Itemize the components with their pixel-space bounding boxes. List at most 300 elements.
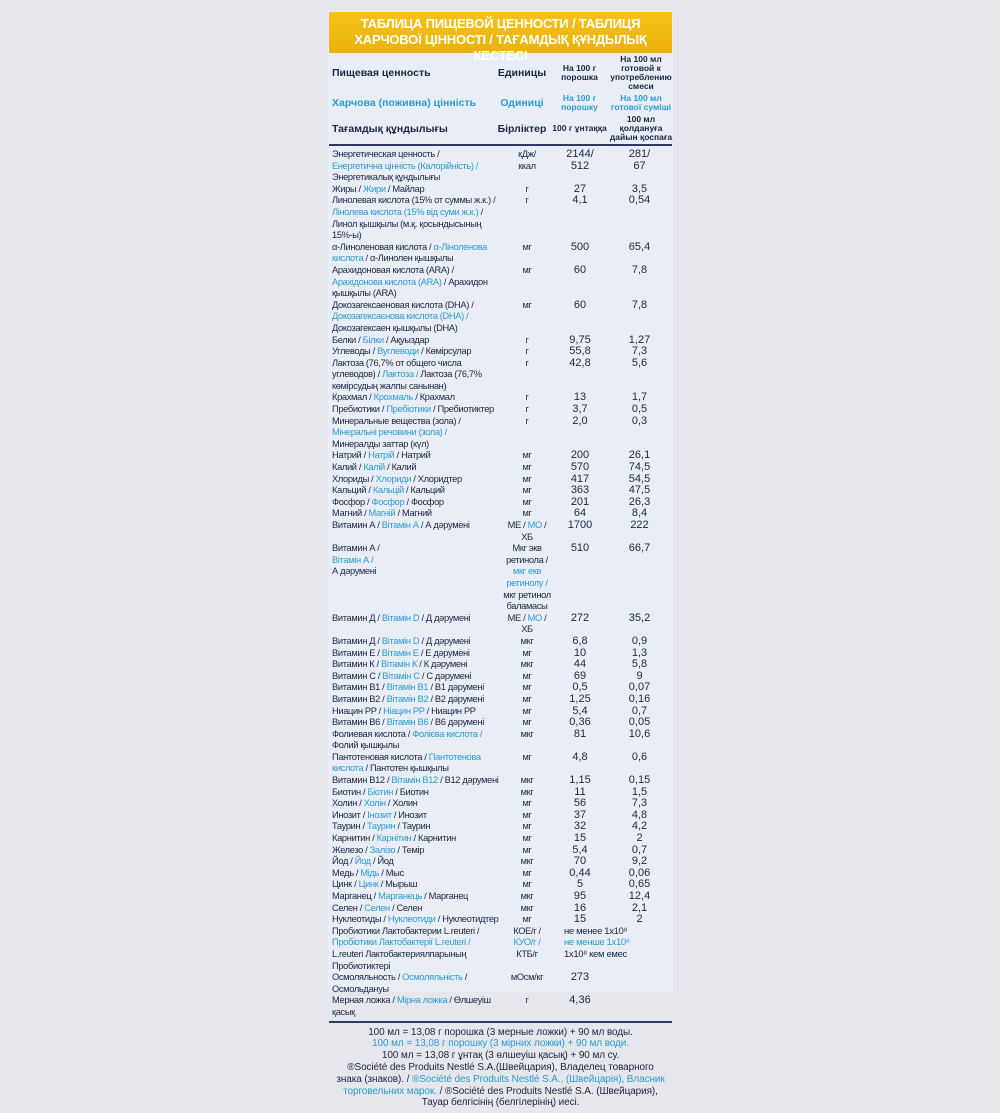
nutrient-name-kz: / К дәрумені (417, 659, 468, 670)
nutrient-name (332, 358, 502, 393)
nutrient-name (332, 752, 502, 775)
nutrient-name-ua: Енергетична цінність (Калорійність) / (332, 160, 479, 171)
value-per-100g: 500 (570, 240, 590, 253)
table-row (332, 300, 671, 335)
unit-ru: г (525, 346, 529, 357)
nutrient-name (332, 497, 502, 509)
unit-ru: мг (522, 264, 532, 275)
nutrient-name (332, 868, 502, 880)
header-per-100g-ru: На 100 г порошка (561, 63, 598, 82)
nutrient-name-ru: Пантотеновая кислота / (332, 751, 429, 762)
nutrient-name-ua: Селен (364, 902, 390, 913)
nutrient-name-ua: Карнітин (376, 833, 412, 844)
nutrient-name-ru: Йод / (332, 856, 355, 867)
unit-ru: мг (522, 241, 532, 252)
header-per-100ml-kz: 100 мл қолдануға дайын қоспаға (609, 114, 673, 142)
unit-ru: мкг (520, 635, 534, 646)
nutrient-name-kz: / Осмольдануы (332, 972, 468, 994)
value-per-100g: 5 (576, 878, 584, 891)
nutrient-name-ua: Залізо (369, 844, 396, 855)
value-per-100ml: 35,2 (628, 611, 651, 624)
value-per-100g: 32 (573, 820, 587, 833)
nutrient-name (332, 926, 502, 972)
nutrient-name-ru: Витамин B6 / (332, 717, 387, 728)
header-name-ru: Пищевая ценность (332, 67, 431, 79)
nutrient-name-ua: Фосфор (371, 496, 405, 507)
unit (502, 485, 552, 497)
nutrient-name-ru: Витамин B12 / (332, 775, 392, 786)
table-row (332, 184, 671, 196)
nutrient-name-ua: Пантотенова кислота (332, 751, 481, 774)
value-per-100g: 272 (570, 611, 590, 624)
value-per-100g: 3,7 (572, 403, 588, 416)
nutrient-name-ua: Таурин (366, 821, 396, 832)
header-name-kz: Тағамдық құндылығы (332, 122, 448, 135)
nutrient-name (332, 729, 502, 752)
nutrient-name (332, 404, 502, 416)
nutrient-name-kz: / Майлар (385, 183, 425, 194)
table-body (328, 146, 673, 1021)
nutrient-name-ru: Пребиотики / (332, 404, 387, 415)
nutrient-name-kz: / Мыс (379, 867, 404, 878)
nutrient-name-ru: Натрий / (332, 450, 369, 461)
nutrient-name (332, 717, 502, 729)
unit-ru: мг (522, 717, 532, 728)
unit-ru: мг (522, 485, 532, 496)
nutrient-name-kz: Лактоза (76,7% көмірсудың жалпы санынан) (332, 369, 482, 391)
table-row (332, 926, 671, 972)
table-title (329, 12, 672, 63)
nutrient-name-ua: Кальцій (372, 485, 404, 496)
nutrient-name (332, 149, 502, 184)
unit (502, 821, 552, 833)
nutrient-name-kz: / B1 дәрумені (428, 682, 485, 693)
value-per-100g: 37 (573, 808, 587, 821)
nutrient-name (332, 520, 502, 543)
unit (502, 903, 552, 915)
table-header (328, 53, 673, 144)
unit (502, 926, 552, 972)
value-per-100g: 44 (573, 658, 587, 671)
unit (502, 300, 552, 335)
nutrient-name (332, 798, 502, 810)
header-per-100g-ua: На 100 г порошку (561, 93, 598, 112)
nutrient-name-ru: α-Линоленовая кислота / (332, 241, 434, 252)
nutrient-name-kz: / Таурин (395, 821, 431, 832)
unit-ru: мг (522, 473, 532, 484)
value-per-100g: 1,15 (569, 774, 591, 787)
unit-ru: мг (522, 879, 532, 890)
nutrient-name-kz: / B6 дәрумені (428, 717, 485, 728)
unit (502, 671, 552, 683)
unit (502, 891, 552, 903)
nutrient-name-kz: / Инозит (391, 809, 427, 820)
nutrient-name-ru: Витамин А / (332, 520, 382, 530)
unit (502, 798, 552, 810)
nutrient-name (332, 694, 502, 706)
unit-ru: КОЕ/г / (513, 925, 541, 936)
value-per-100g: 55,8 (569, 345, 591, 358)
nutrient-name-ru: Биотин / (332, 786, 368, 797)
nutrient-name-ua: Хлориди (375, 473, 412, 484)
nutrient-name-ru: Витамин Е / (332, 647, 382, 658)
value-per-100ml: 12,4 (628, 890, 651, 902)
nutrient-name-kz: / Темір (395, 844, 425, 855)
value-per-100ml: 3,5 (631, 182, 648, 195)
nutrient-name-kz: / Өлшеуіш қасық (332, 995, 491, 1017)
unit (502, 914, 552, 926)
nutrient-name-ua: Вітамін Е (381, 647, 419, 658)
nutrient-name-ua: Пребіотики (386, 404, 431, 415)
nutrient-name-ua: Жири (362, 183, 386, 194)
table-row (332, 833, 671, 845)
nutrient-name-kz: / Нуклеотидтер (435, 914, 499, 925)
nutrient-name-kz: / Ниацин PP (424, 705, 476, 716)
nutrient-name-ua: Вітамін С (382, 670, 420, 681)
table-row (332, 868, 671, 880)
nutrient-name-ru: Селен / (332, 902, 365, 913)
table-row (332, 903, 671, 915)
nutrient-name-ua: Лактоза / (382, 369, 419, 380)
unit-ru: ккал (518, 160, 536, 171)
nutrient-name (332, 821, 502, 833)
unit-kz: / ХБ (521, 520, 547, 542)
value-per-100ml: 10,6 (628, 727, 651, 740)
unit (502, 149, 552, 184)
value-per-100ml: 7,8 (631, 298, 648, 311)
value-per-100ml: 2,1 (631, 901, 648, 914)
table-row (332, 497, 671, 509)
trademark-ua: ®Société des Produits Nestlé S.A., (Швейцарія), Власник торговельних марок. (343, 1073, 665, 1097)
value-per-100g: 81 (573, 727, 587, 740)
unit-kz: мкг ретинол баламасы (503, 589, 551, 612)
nutrient-name-ru: Фолиевая кислота / (332, 728, 413, 739)
unit (502, 184, 552, 196)
nutrient-name (332, 392, 502, 404)
nutrient-name (332, 416, 502, 451)
table-row (332, 671, 671, 683)
nutrient-name-ua: Цинк (358, 879, 379, 890)
nutrient-name (332, 833, 502, 845)
nutrient-name-kz: / Линол қышқылы (м.қ. қосындысының 15%-ы) (332, 206, 483, 241)
header-per-100ml-ru: На 100 мл готовой к употреблению смеси (610, 54, 672, 91)
table-row (332, 450, 671, 462)
value-per-100g: 10 (573, 646, 587, 659)
unit-kz: / ХБ (521, 612, 547, 635)
table-row (332, 856, 671, 868)
table-row (332, 404, 671, 416)
nutrient-name-kz: / Холин (385, 798, 418, 809)
prep-ua: 100 мл = 13,08 г порошку (3 мірних ложки) + 90 мл води. (372, 1038, 629, 1050)
nutrient-name-ru: Хлориды / (332, 473, 376, 484)
table-row (332, 995, 671, 1018)
header-unit-ua: Одиниці (500, 97, 544, 109)
table-row (332, 416, 671, 451)
unit-ru: мкг (520, 902, 534, 913)
table-row (332, 810, 671, 822)
nutrient-name (332, 682, 502, 694)
nutrient-name-kz: / С дәрумені (419, 670, 472, 681)
nutrient-name-ru: Витамин С / (332, 670, 383, 681)
unit-ru: мкг (520, 786, 534, 797)
value-per-100ml: 0,07 (628, 681, 651, 694)
nutrient-name-kz: / Арахидон қышқылы (ARA) (332, 276, 488, 299)
table-row (332, 462, 671, 474)
table-row (332, 821, 671, 833)
nutrient-name-ua: Магній (368, 508, 396, 519)
table-row (332, 520, 671, 543)
nutrient-name-ua: Вітамін B1 (386, 682, 429, 693)
nutrient-name-kz: / α-Линолен қышқылы (363, 253, 454, 264)
nutrient-name (332, 972, 502, 995)
value-per-100ml: 1,7 (631, 391, 648, 404)
title-line-1: ТАБЛИЦА ПИЩЕВОЙ ЦЕННОСТИ / ТАБЛИЦЯ (360, 16, 641, 31)
nutrient-name (332, 300, 502, 335)
nutrient-name (332, 474, 502, 486)
unit (502, 543, 552, 613)
nutrient-name-ru: Линолевая кислота (15% от суммы ж.к.) / (332, 195, 496, 206)
nutrient-name-kz: L.reuteri Лактобактериялпарының Пробиотиктері (332, 948, 467, 971)
value-per-100ml: 0,9 (631, 634, 648, 647)
unit-ru: мг (522, 462, 532, 473)
value-per-100ml: 0,6 (631, 750, 648, 763)
nutrient-name-kz: / Натрий (394, 450, 431, 461)
value-per-100g: 201 (570, 495, 590, 508)
unit (502, 335, 552, 347)
nutrient-name-kz: А дәрумені (332, 566, 377, 577)
value-per-100g: 27 (573, 182, 587, 195)
unit (502, 775, 552, 787)
nutrient-name-kz: / Марганец (421, 891, 469, 901)
unit (502, 729, 552, 752)
nutrient-name-kz: / Д дәрумені (419, 612, 471, 623)
value-per-100g: 60 (573, 298, 587, 311)
probiotic-value-kz: 1x10⁸ кем емес (564, 948, 627, 960)
nutrient-name (332, 810, 502, 822)
unit-ru: Мкг экв ретинола / (506, 543, 548, 565)
value-per-100ml: 1,27 (628, 333, 651, 346)
trademark-ru: ®Société des Produits Nestlé S.A.(Швейцария), Владелец товарного знака (знаков). / (336, 1061, 654, 1085)
table-row (332, 717, 671, 729)
unit (502, 358, 552, 393)
header-per-100g-kz: 100 г ұнтаққа (552, 123, 607, 133)
table-row (332, 891, 671, 903)
prep-ru: 100 мл = 13,08 г порошка (3 мерные ложки) + 90 мл воды. (368, 1026, 633, 1038)
nutrient-name-kz: / Кальций (403, 485, 445, 496)
nutrient-name-ua: Марганець (378, 891, 422, 901)
nutrient-name-ru: Нуклеотиды / (332, 914, 388, 925)
trademark-note (334, 1062, 667, 1109)
unit-ru: мг (522, 693, 532, 704)
unit-ru: г (525, 415, 529, 426)
table-row (332, 265, 671, 300)
nutrient-name-kz: / Биотин (393, 786, 429, 797)
nutrient-name-ua: Мірна ложка (396, 995, 448, 1006)
unit (502, 972, 552, 995)
nutrient-name-kz: / Мырыш (378, 879, 418, 890)
nutrient-name-ru: Мерная ложка / (332, 995, 397, 1006)
unit (502, 346, 552, 358)
nutrient-name-ru: Лактоза (76,7% от общего числа углеводов) / (332, 357, 462, 380)
nutrient-name-ua: Вітамін B2 (386, 693, 429, 704)
nutrient-name (332, 543, 502, 613)
nutrient-name-ua: Вітамін D (381, 612, 420, 623)
table-row (332, 752, 671, 775)
nutrient-name-ua: α-Ліноленова кислота (332, 241, 487, 264)
nutrient-name-ua: Вітамін А / (332, 554, 374, 565)
table-row (332, 242, 671, 265)
unit (502, 497, 552, 509)
value-per-100g: 2144/ 512 (566, 148, 594, 172)
unit-ru: мг (522, 508, 532, 519)
unit-ua: МО (527, 520, 542, 530)
nutrient-name-ua: Докозагексаєнова кислота (DHA) / (332, 311, 469, 322)
value-per-100g: 64 (573, 507, 587, 520)
unit (502, 462, 552, 474)
nutrient-name (332, 845, 502, 857)
value-per-100g: 417 (570, 472, 590, 485)
nutrient-name-ru: Кальций / (332, 485, 373, 496)
unit (502, 995, 552, 1018)
value-per-100ml: 0,7 (631, 843, 648, 856)
nutrient-name-ua: Вітамін А (381, 520, 419, 530)
value-per-100ml: 222 (630, 519, 649, 531)
nutrient-name-ru: Углеводы / (332, 346, 378, 357)
unit (502, 752, 552, 775)
table-row (332, 392, 671, 404)
table-row (332, 648, 671, 660)
nutrient-name-kz: / Магний (395, 508, 432, 519)
prep-kz: 100 мл = 13,08 г ұнтақ (3 өлшеуіш қасық) + 90 мл су. (381, 1050, 620, 1062)
value-per-100g: 273 (570, 971, 590, 984)
value-per-100g: 0,44 (569, 866, 591, 879)
nutrient-name-ua: Фолієва кислота / (412, 728, 483, 739)
nutrient-name (332, 613, 502, 636)
nutrient-name-ru: Холин / (332, 798, 364, 809)
nutrient-name-ru: Магний / (332, 508, 369, 519)
nutrient-name (332, 903, 502, 915)
value-per-100ml: 281/ 67 (628, 148, 651, 172)
value-per-100ml: 0,3 (631, 414, 648, 427)
value-per-100ml: 5,6 (631, 356, 648, 369)
value-per-100g: 2,0 (572, 414, 588, 427)
value-per-100ml: 54,5 (628, 472, 651, 485)
value-per-100ml: 2 (636, 832, 643, 845)
value-per-100g: 1700 (567, 519, 593, 531)
value-per-100ml: 0,5 (631, 403, 648, 416)
nutrient-name-ua: Йод (354, 856, 371, 867)
unit-ru: мг (522, 496, 532, 507)
nutrient-name-ru: Карнитин / (332, 833, 377, 844)
table-row (332, 706, 671, 718)
nutrient-name-ru: Витамин B1 / (332, 682, 387, 693)
unit (502, 195, 552, 241)
unit (502, 879, 552, 891)
table-row (332, 636, 671, 648)
value-per-100g: 6,8 (572, 634, 588, 647)
unit-ru: мкг (520, 775, 534, 786)
unit-ua: мкг екв ретинолу / (506, 566, 548, 588)
value-per-100ml: 0,15 (628, 774, 651, 787)
nutrient-name-ua: Біотин (367, 786, 394, 797)
nutrient-name-kz: / Е дәрумені (418, 647, 470, 658)
table-row (332, 346, 671, 358)
nutrient-name-ua: Лінолева кислота (15% від суми ж.к.) (332, 206, 479, 217)
nutrient-name (332, 671, 502, 683)
nutrient-name-ru: Ниацин PP / (332, 705, 384, 716)
probiotic-value-ru: не менее 1x10⁸ (564, 925, 628, 937)
unit-ru: г (525, 195, 529, 206)
nutrient-name-kz: Минералды заттар (күл) (332, 438, 429, 449)
nutrient-name-kz: / Йод (370, 856, 394, 867)
nutrient-name-kz: / Д дәрумені (419, 635, 471, 646)
unit (502, 810, 552, 822)
unit-ru: мкг (520, 728, 534, 739)
unit-ru: мг (522, 299, 532, 310)
unit (502, 868, 552, 880)
value-per-100ml: 7,8 (631, 263, 648, 276)
table-footer (328, 1023, 673, 1113)
unit-ru: мг (522, 450, 532, 461)
nutrient-name-kz: / Карнитин (411, 833, 456, 844)
value-per-100g: 15 (573, 913, 587, 926)
table-row (332, 879, 671, 891)
unit-kz: КТБ/г (516, 948, 538, 959)
unit (502, 856, 552, 868)
nutrient-name (332, 242, 502, 265)
header-unit-kz: Бірліктер (497, 122, 547, 135)
nutrient-name (332, 346, 502, 358)
value-per-100g: 56 (573, 797, 587, 810)
unit-ru: мг (522, 670, 532, 681)
unit-ru: МЕ / (507, 520, 528, 530)
nutrient-name-ua: Вітамін B6 (386, 717, 429, 728)
table-row (332, 543, 671, 613)
unit-ru: г (525, 404, 529, 415)
unit-ua: КУО/г / (513, 937, 541, 948)
nutrient-name-kz: / Ақуыздар (383, 334, 430, 345)
unit (502, 706, 552, 718)
nutrient-name-ru: Фосфор / (332, 496, 372, 507)
value-per-100ml: 4,2 (631, 820, 648, 833)
value-per-100g: 200 (570, 449, 590, 462)
nutrient-name (332, 914, 502, 926)
table-row (332, 508, 671, 520)
nutrient-name-ua: Ніацин PP (383, 705, 425, 716)
nutrient-name-ua: Білки (362, 334, 384, 345)
nutrient-name (332, 706, 502, 718)
unit (502, 474, 552, 486)
value-per-100g: 11 (574, 785, 586, 798)
value-per-100g: 4,1 (572, 194, 588, 207)
unit-ua: МО (527, 612, 542, 623)
nutrient-name (332, 335, 502, 347)
nutrient-name (332, 508, 502, 520)
unit (502, 787, 552, 799)
unit (502, 508, 552, 520)
unit-ru: МЕ / (507, 612, 528, 623)
nutrient-name-ua: Нуклеотиди (387, 914, 436, 925)
nutrient-name-ua: Інозит (367, 809, 392, 820)
unit (502, 833, 552, 845)
unit (502, 520, 552, 543)
table-row (332, 335, 671, 347)
table-row (332, 787, 671, 799)
value-per-100ml: 0,05 (628, 716, 651, 729)
value-per-100ml: 1,3 (631, 646, 648, 659)
nutrient-name-kz: / Пантотен қышқылы (363, 763, 449, 774)
nutrient-name-ru: Энергетическая ценность / (332, 149, 440, 159)
